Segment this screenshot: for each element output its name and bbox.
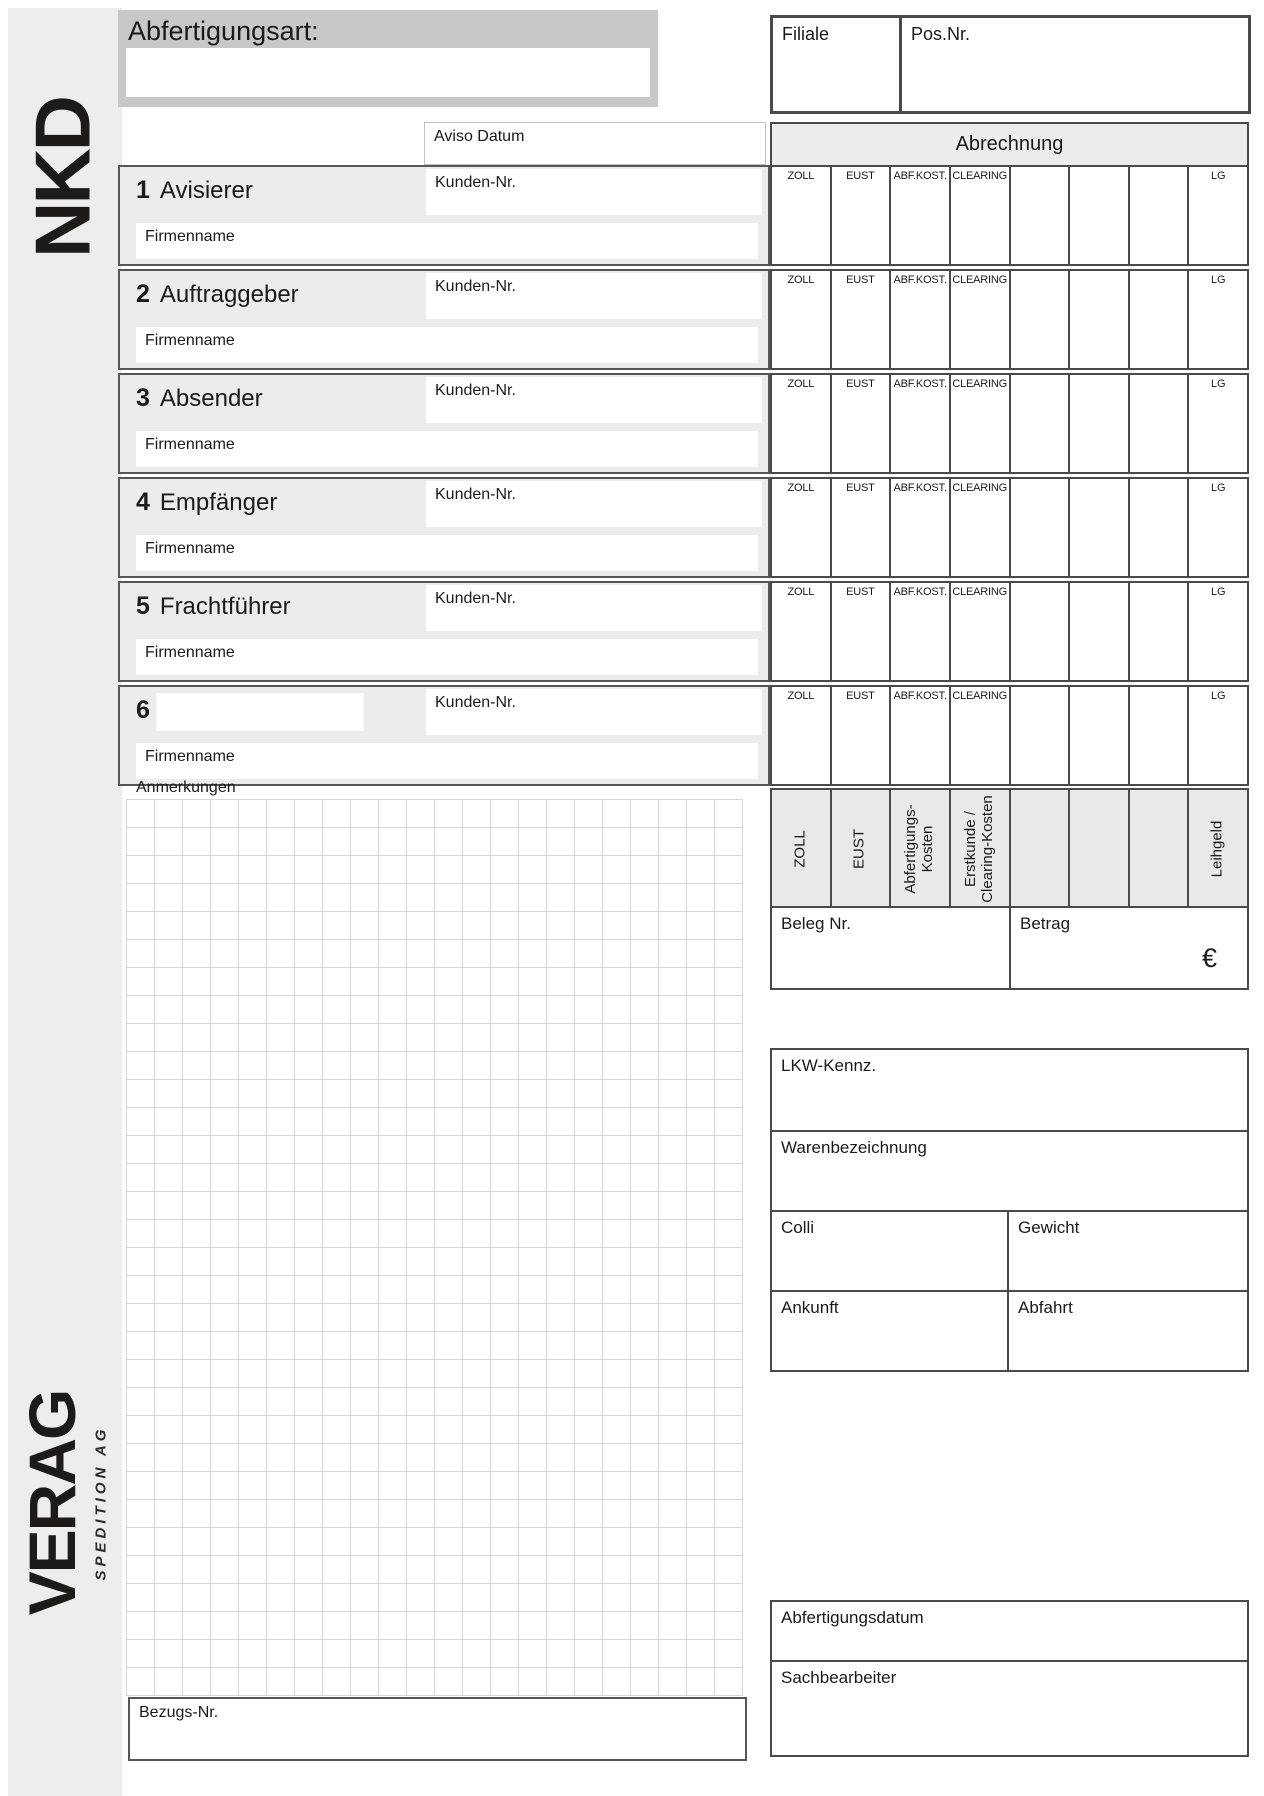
filiale-posnr-box <box>770 15 1251 114</box>
col-label: ABF.KOST. <box>893 482 947 494</box>
rotated-label: Abfertigungs-Kosten <box>902 804 937 894</box>
kunden-nr-label: Kunden-Nr. <box>435 278 516 295</box>
abfertigungsart-header <box>118 10 658 107</box>
col-label: EUST <box>846 690 875 702</box>
abfahrt-label: Abfahrt <box>1018 1298 1073 1317</box>
abrechnung-cell-clearing[interactable] <box>951 687 1011 784</box>
col-label: CLEARING <box>952 378 1007 390</box>
processing-box <box>770 1600 1249 1757</box>
section-frachtfuehrer <box>118 581 770 682</box>
abrechnung-row-3 <box>770 373 1249 474</box>
totals-cell-empty <box>1130 790 1190 908</box>
abrechnung-cell-lg[interactable] <box>1189 479 1247 576</box>
section-number: 2 <box>136 280 150 308</box>
totals-cell-clearingkosten <box>951 790 1011 908</box>
abrechnung-cell-abfkost[interactable] <box>891 167 951 264</box>
abrechnung-cell-abfkost[interactable] <box>891 583 951 680</box>
col-label: LG <box>1211 274 1226 286</box>
firmenname-field[interactable] <box>136 327 758 363</box>
abrechnung-cell-abfkost[interactable] <box>891 271 951 368</box>
abrechnung-cell-clearing[interactable] <box>951 167 1011 264</box>
kunden-nr-label: Kunden-Nr. <box>435 174 516 191</box>
abrechnung-header <box>770 122 1249 167</box>
kunden-nr-field[interactable] <box>426 585 762 631</box>
abfertigungsdatum-label: Abfertigungsdatum <box>781 1608 924 1627</box>
rotated-label: EUST <box>851 829 869 870</box>
filiale-field[interactable] <box>773 18 902 111</box>
shipment-details-box <box>770 1048 1249 1372</box>
col-label: ABF.KOST. <box>893 378 947 390</box>
rotated-label: Erstkunde / Clearing-Kosten <box>961 795 996 903</box>
kunden-nr-field[interactable] <box>426 481 762 527</box>
bezugs-nr-field[interactable] <box>128 1697 747 1761</box>
abrechnung-cell-zoll[interactable] <box>772 375 832 472</box>
section-empfaenger <box>118 477 770 578</box>
firmenname-field[interactable] <box>136 431 758 467</box>
colli-field[interactable] <box>772 1212 1009 1290</box>
abrechnung-cell-clearing[interactable] <box>951 271 1011 368</box>
section-absender <box>118 373 770 474</box>
section-number: 4 <box>136 488 150 516</box>
sachbearbeiter-label: Sachbearbeiter <box>781 1668 897 1687</box>
abfahrt-field[interactable] <box>1009 1292 1247 1370</box>
brand-sidebar <box>8 8 122 1796</box>
abfertigungsart-label: Abfertigungsart: <box>128 16 319 46</box>
firmenname-label: Firmenname <box>145 436 235 453</box>
abrechnung-row-4 <box>770 477 1249 578</box>
col-label: ZOLL <box>787 586 815 598</box>
abrechnung-cell-empty[interactable] <box>1011 375 1071 472</box>
col-label: ZOLL <box>787 274 815 286</box>
section-six-title-field[interactable] <box>156 693 364 731</box>
col-label: EUST <box>846 586 875 598</box>
col-label: LG <box>1211 378 1226 390</box>
euro-currency-symbol: € <box>1201 943 1217 973</box>
abrechnung-cell-empty[interactable] <box>1070 271 1130 368</box>
firmenname-label: Firmenname <box>145 644 235 661</box>
abrechnung-cell-lg[interactable] <box>1189 687 1247 784</box>
abrechnung-cell-empty[interactable] <box>1130 583 1190 680</box>
col-label: LG <box>1211 690 1226 702</box>
section-auftraggeber <box>118 269 770 370</box>
firmenname-field[interactable] <box>136 639 758 675</box>
col-label: ABF.KOST. <box>893 690 947 702</box>
totals-cell-zoll <box>772 790 832 908</box>
firmenname-label: Firmenname <box>145 332 235 349</box>
section-title: Auftraggeber <box>159 281 299 308</box>
section-number: 1 <box>136 176 150 204</box>
abrechnung-cell-empty[interactable] <box>1130 375 1190 472</box>
col-label: EUST <box>846 482 875 494</box>
abrechnung-title: Abrechnung <box>955 133 1064 155</box>
sachbearbeiter-field[interactable] <box>772 1660 1247 1755</box>
col-label: ZOLL <box>787 690 815 702</box>
abrechnung-cell-zoll[interactable] <box>772 479 832 576</box>
warenbezeichnung-field[interactable] <box>772 1130 1247 1210</box>
abrechnung-cell-abfkost[interactable] <box>891 479 951 576</box>
col-label: LG <box>1211 586 1226 598</box>
col-label: ZOLL <box>787 482 815 494</box>
abrechnung-cell-eust[interactable] <box>832 479 892 576</box>
verag-logo-text: VERAG <box>15 1390 89 1616</box>
abrechnung-cell-zoll[interactable] <box>772 167 832 264</box>
col-label: EUST <box>846 378 875 390</box>
col-label: LG <box>1211 170 1226 182</box>
totals-cell-empty <box>1011 790 1071 908</box>
kunden-nr-label: Kunden-Nr. <box>435 590 516 607</box>
abrechnung-cell-empty[interactable] <box>1070 583 1130 680</box>
firmenname-label: Firmenname <box>145 228 235 245</box>
abrechnung-cell-empty[interactable] <box>1011 687 1071 784</box>
abrechnung-cell-lg[interactable] <box>1189 375 1247 472</box>
kunden-nr-field[interactable] <box>426 169 762 215</box>
abrechnung-cell-abfkost[interactable] <box>891 375 951 472</box>
col-label: CLEARING <box>952 170 1007 182</box>
abrechnung-cell-empty[interactable] <box>1130 271 1190 368</box>
abrechnung-cell-zoll[interactable] <box>772 271 832 368</box>
colli-label: Colli <box>781 1218 815 1237</box>
pos-nr-label: Pos.Nr. <box>911 24 971 44</box>
pos-nr-field[interactable] <box>902 18 1248 111</box>
abrechnung-row-5 <box>770 581 1249 682</box>
aviso-datum-label: Aviso Datum <box>434 128 525 145</box>
abrechnung-cell-empty[interactable] <box>1011 167 1071 264</box>
abrechnung-cell-lg[interactable] <box>1189 271 1247 368</box>
abrechnung-cell-empty[interactable] <box>1070 167 1130 264</box>
kunden-nr-label: Kunden-Nr. <box>435 382 516 399</box>
abrechnung-cell-lg[interactable] <box>1189 167 1247 264</box>
col-label: ZOLL <box>787 378 815 390</box>
col-label: ABF.KOST. <box>893 170 947 182</box>
section-number: 3 <box>136 384 150 412</box>
totals-cell-leihgeld <box>1189 790 1247 908</box>
abrechnung-cell-empty[interactable] <box>1070 375 1130 472</box>
abrechnung-row-6 <box>770 685 1249 786</box>
abrechnung-cell-zoll[interactable] <box>772 687 832 784</box>
beleg-betrag-box <box>770 906 1249 990</box>
section-title: Frachtführer <box>159 593 291 620</box>
anmerkungen-label: Anmerkungen <box>136 779 236 796</box>
abrechnung-totals-label-row <box>770 788 1249 910</box>
section-title: Absender <box>159 385 263 412</box>
abrechnung-cell-eust[interactable] <box>832 583 892 680</box>
abrechnung-cell-eust[interactable] <box>832 167 892 264</box>
kunden-nr-field[interactable] <box>426 377 762 423</box>
col-label: CLEARING <box>952 274 1007 286</box>
betrag-label: Betrag <box>1020 914 1071 933</box>
lkw-kennz-label: LKW-Kennz. <box>781 1056 877 1075</box>
abrechnung-cell-eust[interactable] <box>832 687 892 784</box>
betrag-field[interactable] <box>1011 908 1247 988</box>
abrechnung-cell-empty[interactable] <box>1130 167 1190 264</box>
firmenname-label: Firmenname <box>145 540 235 557</box>
lkw-kennz-field[interactable] <box>772 1050 1247 1130</box>
totals-cell-eust <box>832 790 892 908</box>
col-label: EUST <box>846 170 875 182</box>
firmenname-field[interactable] <box>136 743 758 779</box>
abrechnung-cell-zoll[interactable] <box>772 583 832 680</box>
abfertigungsdatum-field[interactable] <box>772 1602 1247 1660</box>
gewicht-label: Gewicht <box>1018 1218 1080 1237</box>
abrechnung-cell-empty[interactable] <box>1130 687 1190 784</box>
kunden-nr-label: Kunden-Nr. <box>435 486 516 503</box>
totals-cell-empty <box>1070 790 1130 908</box>
abrechnung-cell-eust[interactable] <box>832 375 892 472</box>
abfertigungsart-input[interactable] <box>126 48 650 97</box>
abrechnung-cell-empty[interactable] <box>1011 271 1071 368</box>
anmerkungen-grid[interactable] <box>126 799 743 1696</box>
abrechnung-row-2 <box>770 269 1249 370</box>
section-number: 5 <box>136 592 150 620</box>
abrechnung-cell-empty[interactable] <box>1070 479 1130 576</box>
beleg-nr-field[interactable] <box>772 908 1011 988</box>
col-label: EUST <box>846 274 875 286</box>
abrechnung-cell-empty[interactable] <box>1011 479 1071 576</box>
abrechnung-cell-lg[interactable] <box>1189 583 1247 680</box>
colli-gewicht-row <box>772 1210 1247 1290</box>
ankunft-label: Ankunft <box>781 1298 839 1317</box>
col-label: CLEARING <box>952 690 1007 702</box>
warenbezeichnung-label: Warenbezeichnung <box>781 1138 927 1157</box>
bezugs-nr-label: Bezugs-Nr. <box>139 1704 219 1721</box>
kunden-nr-field[interactable] <box>426 273 762 319</box>
col-label: ZOLL <box>787 170 815 182</box>
section-number: 6 <box>136 696 150 724</box>
col-label: LG <box>1211 482 1226 494</box>
abrechnung-cell-eust[interactable] <box>832 271 892 368</box>
abrechnung-row-1 <box>770 165 1249 266</box>
abrechnung-cell-empty[interactable] <box>1011 583 1071 680</box>
col-label: ABF.KOST. <box>893 274 947 286</box>
kunden-nr-field[interactable] <box>426 689 762 735</box>
abrechnung-cell-abfkost[interactable] <box>891 687 951 784</box>
firmenname-field[interactable] <box>136 535 758 571</box>
firmenname-field[interactable] <box>136 223 758 259</box>
abrechnung-cell-clearing[interactable] <box>951 375 1011 472</box>
abrechnung-cell-clearing[interactable] <box>951 583 1011 680</box>
section-avisierer <box>118 165 770 266</box>
section-title: Avisierer <box>159 177 253 204</box>
totals-cell-abfertigungskosten <box>891 790 951 908</box>
col-label: CLEARING <box>952 586 1007 598</box>
abrechnung-cell-empty[interactable] <box>1070 687 1130 784</box>
ankunft-field[interactable] <box>772 1292 1009 1370</box>
verag-logo-subtitle-text: SPEDITION AG <box>92 1425 110 1581</box>
gewicht-field[interactable] <box>1009 1212 1247 1290</box>
col-label: ABF.KOST. <box>893 586 947 598</box>
col-label: CLEARING <box>952 482 1007 494</box>
abrechnung-cell-clearing[interactable] <box>951 479 1011 576</box>
ankunft-abfahrt-row <box>772 1290 1247 1370</box>
rotated-label: ZOLL <box>791 830 809 868</box>
beleg-nr-label: Beleg Nr. <box>781 914 851 933</box>
section-title: Empfänger <box>159 489 278 516</box>
section-six <box>118 685 770 786</box>
aviso-datum-field[interactable] <box>424 122 766 165</box>
nkd-logo-text: NKD <box>18 98 107 258</box>
abrechnung-cell-empty[interactable] <box>1130 479 1190 576</box>
kunden-nr-label: Kunden-Nr. <box>435 694 516 711</box>
rotated-label: Leihgeld <box>1208 820 1226 878</box>
filiale-label: Filiale <box>782 24 830 44</box>
firmenname-label: Firmenname <box>145 748 235 765</box>
